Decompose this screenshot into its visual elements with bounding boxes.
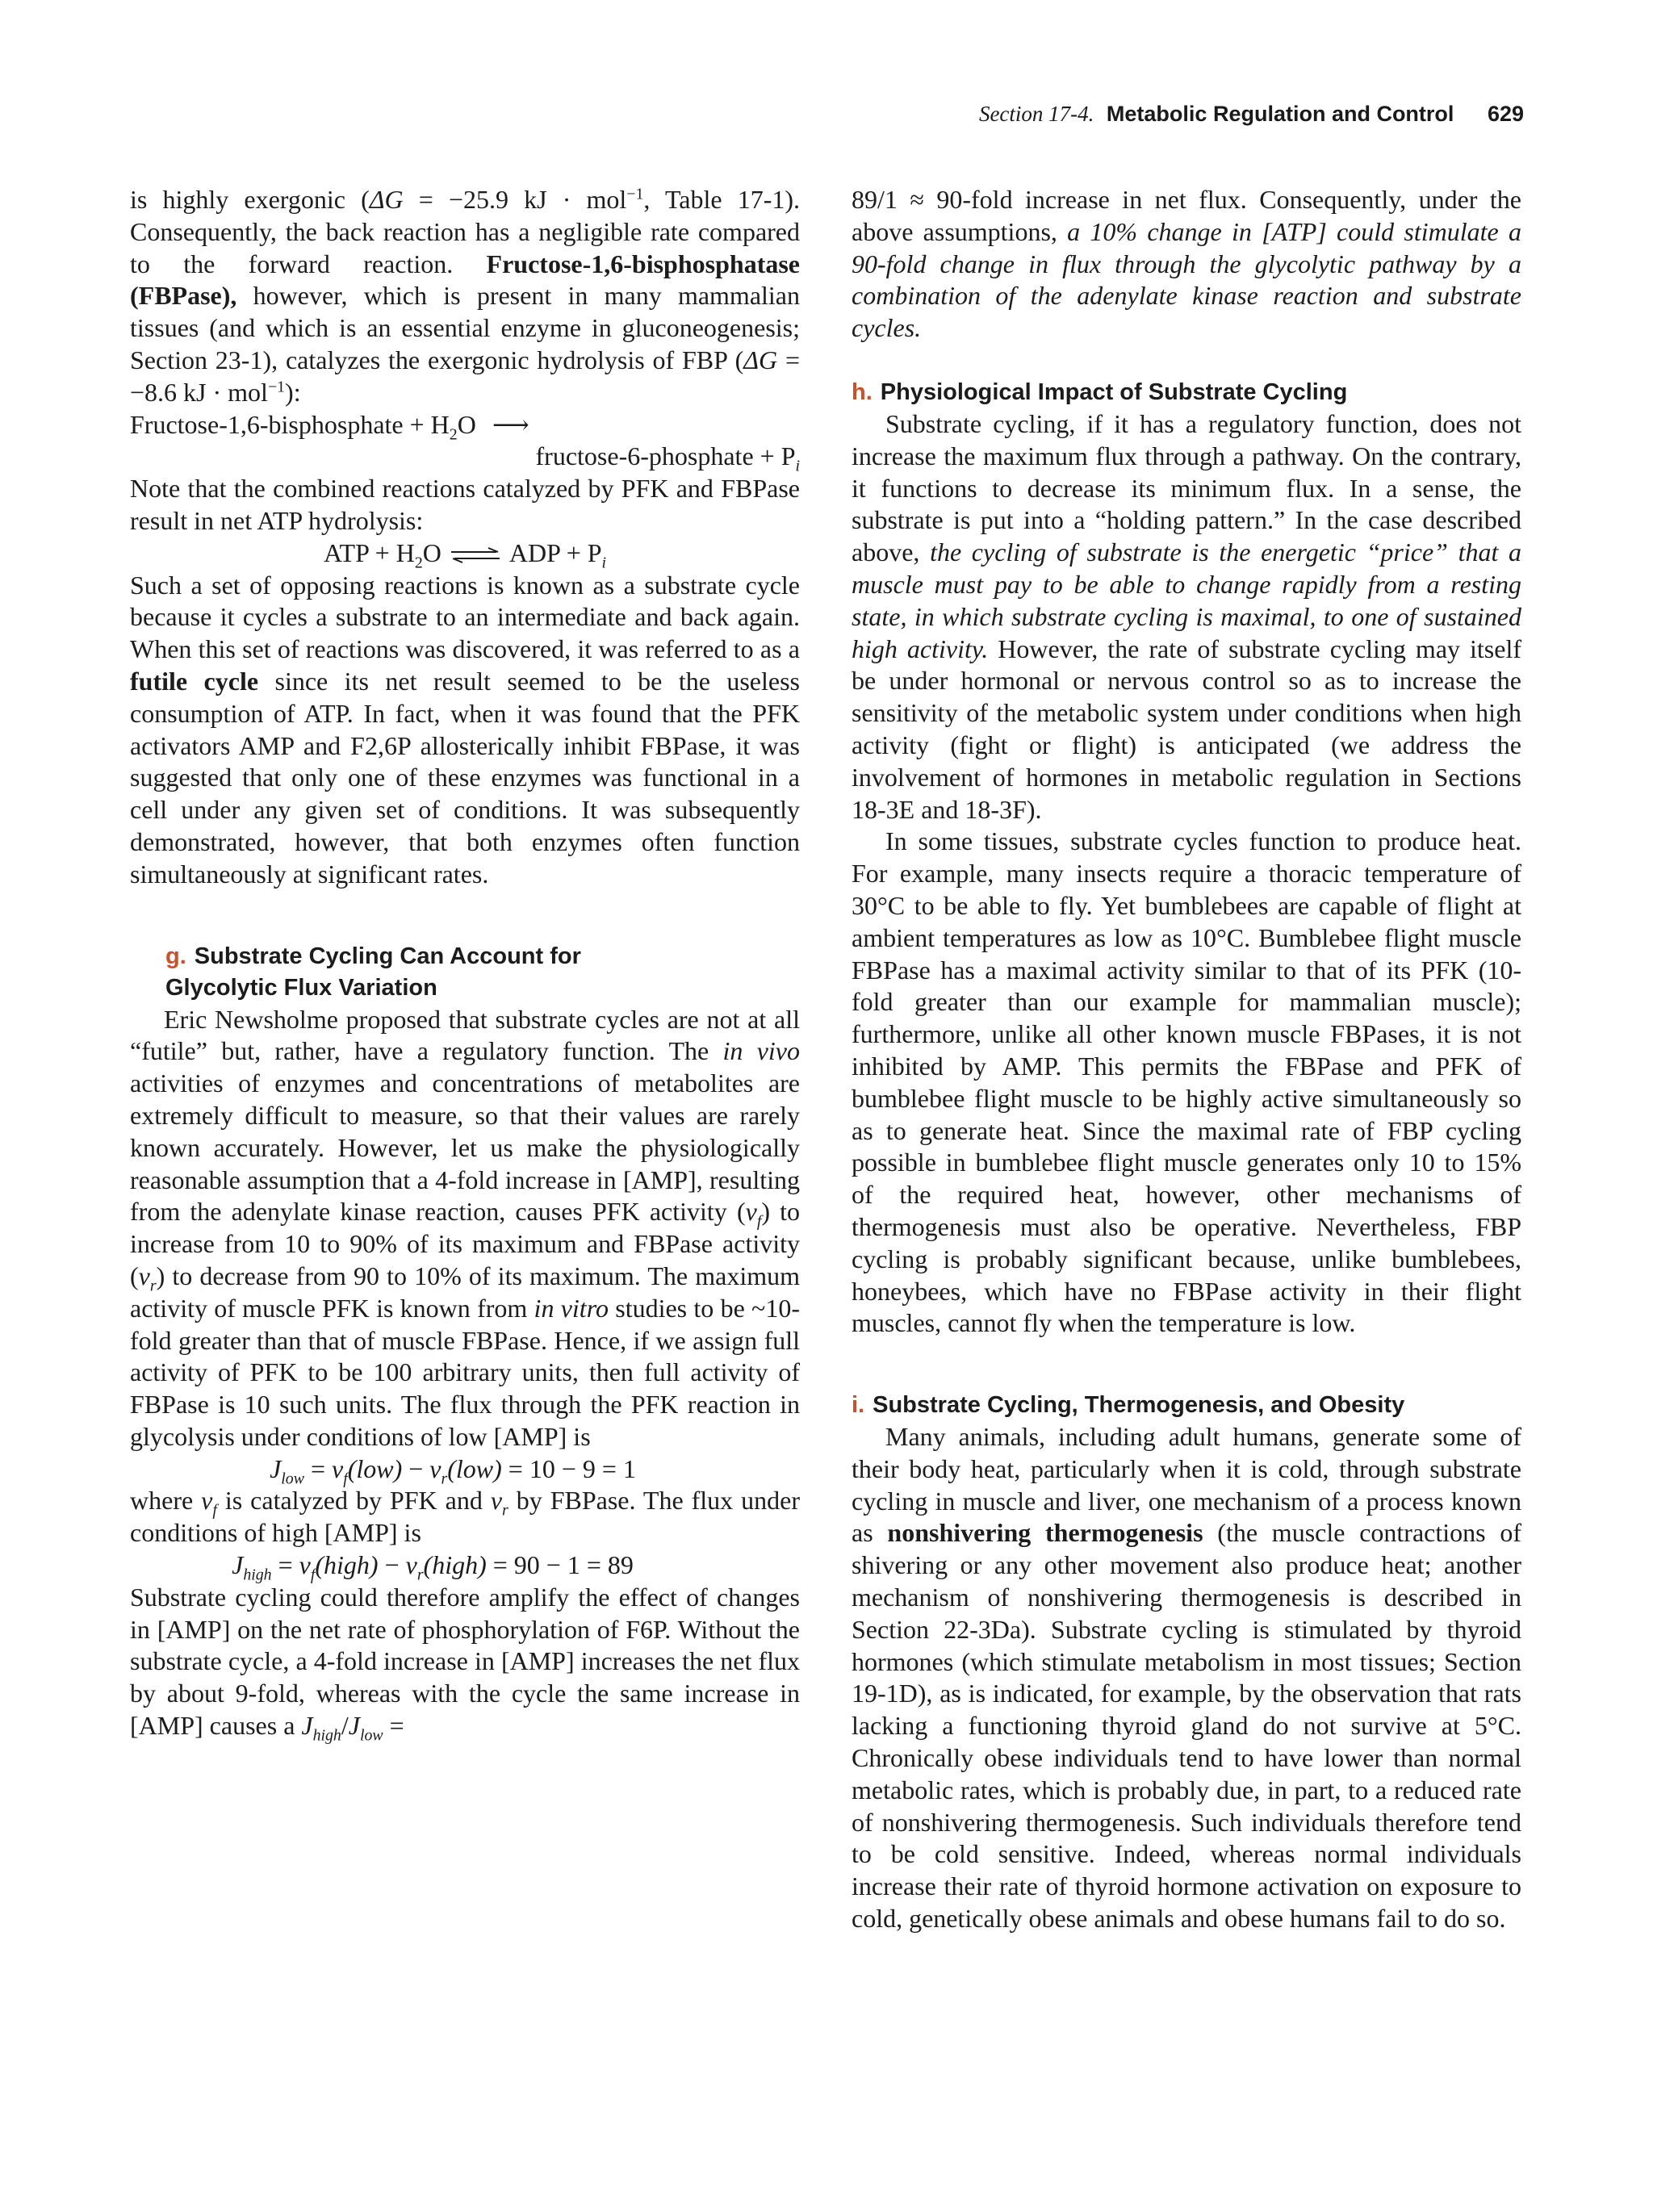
paragraph: In some tissues, substrate cycles function to produce heat. For example, many insects require a thoracic temperature of 30°C to be able to fly. Yet bumblebees are capable of flight at ambient temperatures as low as 10°C. Bumblebee flight muscle FBPase has a maximal activity similar to that of its PFK (10-fold greater than our example for mammalian muscle); furthermore, unlike all other known muscle FBPases, it is not inhibited by AMP. This permits the FBPase and PFK of bumblebee flight muscle to be highly active simultaneously so as to generate heat. Since the maximal rate of FBP cycling possible in bumblebee flight muscle generates only 10 to 15% of the required heat, however, other mechanisms of thermogenesis must also be operative. Nevertheless, FBP cycling is probably significant because, unlike bumblebees, honeybees, which have no FBPase activity in their flight muscles, cannot fly when the temperature is low. (852, 826, 1521, 1338)
section-heading-h: h. Physiological Impact of Substrate Cycling (852, 378, 1348, 405)
paragraph: Substrate cycling could therefore amplify the effect of changes in [AMP] on the net rate of phosphorylation of F6P. Without the substrate cycle, a 4-fold increase in [AMP] increases the net flux by about 9-fold, whereas with the cycle the same increase in [AMP] causes a $J_{high}/J_{low}$ = (130, 1582, 800, 1745)
paragraph: 89/1 ≈ 90-fold increase in net flux. Consequently, under the above assumptions, a 10% change in [ATP] could stimulate a 90-fold change in flux through the glycolytic pathway by a combination of the adenylate kinase reaction and substrate cycles. (852, 185, 1522, 343)
heading-letter: i. (852, 1392, 865, 1419)
running-head (979, 102, 1524, 127)
equation-j-high: $J_{high}$ = $v_f(high)$ − $v_r(high) = 90 - 1 = 89$ (232, 1550, 634, 1584)
page-number: 629 (1487, 102, 1524, 126)
equilibrium-arrow-icon (450, 547, 501, 563)
reaction-arrow-icon: ⟶ (492, 409, 529, 439)
paragraph: Eric Newsholme proposed that substrate cycles are not at all “futile” but, rather, have a regulatory function. The in vivo activities of enzymes and concentrations of metabolites are extremely difficult to measure, so that their values are rarely known accurately. However, let us make the physiologically reasonable assumption that a 4-fold increase in [AMP], resulting from the adenylate kinase reaction, causes PFK activity $(v_f)$ to increase from 10 to 90% of its maximum and FBPase activity $(v_r)$ to decrease from 90 to 10% of its maximum. The maximum activity of muscle PFK is known from in vitro studies to be ~10-fold greater than that of muscle FBPase. Hence, if we assign full activity of PFK to be 100 arbitrary units, then full activity of FBPase is 10 such units. The flux through the PFK reaction in glycolysis under conditions of low [AMP] is (130, 1004, 801, 1451)
equation-atp-hydrolysis: ATP + $H_2O$ ADP + $P_i$ (323, 537, 607, 572)
running-head-section: Section 17-4. (978, 102, 1094, 126)
paragraph: Substrate cycling, if it has a regulatory function, does not increase the maximum flux through a pathway. On the contrary, it functions to decrease its minimum flux. In a sense, the substrate is put into a “holding pattern.” In the case described above, the cycling of substrate is the energetic “price” that a muscle must pay to be able to change rapidly from a resting state, in which substrate cycling is maximal, to one of sustained high activity. However, the rate of substrate cycling may itself be under hormonal or nervous control so as to increase the sensitivity of the metabolic system under conditions when high activity (fight or flight) is anticipated (we address the involvement of hormones in metabolic regulation in Sections 18-3E and 18-3F). (852, 408, 1522, 824)
term-futile-cycle: futile cycle (130, 666, 259, 696)
paragraph: where $v_f$ is catalyzed by PFK and $v_r$ by FBPase. The flux under conditions of high [AMP] is (130, 1486, 801, 1548)
section-heading-g: g. Substrate Cycling Can Account for Glycolytic Flux Variation (165, 943, 581, 1001)
term-fbpase: Fructose-1,6-bisphosphatase (FBPase), (130, 249, 800, 311)
equation-fbp-hydrolysis: Fructose-1,6-bisphosphate + $H_2O$ ⟶ (130, 409, 800, 441)
term-nonshivering-thermogenesis: nonshivering thermogenesis (887, 1518, 1203, 1548)
equation-j-low: $J_{low} = v_f(low) - v_r(low) = 10 - 9 = 1$ (270, 1453, 636, 1488)
paragraph: is highly exergonic (ΔG = −25.9 kJ · mol$^{-1}$, Table 17-1). Consequently, the back reaction has a negligible rate compared to the forward reaction. Fructose-1,6-bisphosphatase (FBPase), however, which is present in many mammalian tissues (and which is an essential enzyme in gluconeogenesis; Section 23-1), catalyzes the exergonic hydrolysis of FBP (ΔG = −8.6 kJ · mol$^{-1}$): (130, 185, 801, 407)
paragraph: Note that the combined reactions catalyzed by PFK and FBPase result in net ATP hydrolysis: (130, 474, 800, 535)
paragraph: Many animals, including adult humans, generate some of their body heat, particularly when it is cold, through substrate cycling in muscle and liver, one mechanism of a process known as nonshivering thermogenesis (the muscle contractions of shivering or any other movement also produce heat; another mechanism of nonshivering thermogenesis is described in Section 22-3Da). Substrate cycling is stimulated by thyroid hormones (which stimulate metabolism in most tissues; Section 19-1D), as is indicated, for example, by the observation that rats lacking a functioning thyroid gland do not survive at 5°C. Chronically obese individuals tend to have lower than normal metabolic rates, which is probably due, in part, to a reduced rate of nonshivering thermogenesis. Such individuals therefore tend to be cold sensitive. Indeed, whereas normal individuals increase their rate of thyroid hormone activation on exposure to cold, genetically obese animals and obese humans fail to do so. (852, 1422, 1522, 1934)
heading-letter: h. (852, 378, 873, 405)
left-column (130, 184, 801, 1745)
equation-fbp-hydrolysis-products: fructose-6-phosphate + $P_i$ (535, 441, 800, 475)
running-head-title: Metabolic Regulation and Control (1106, 102, 1454, 126)
heading-letter: g. (165, 943, 186, 969)
section-heading-i: i. Substrate Cycling, Thermogenesis, and Obesity (852, 1392, 1405, 1419)
paragraph: Such a set of opposing reactions is known as a substrate cycle because it cycles a substrate to an intermediate and back again. When this set of reactions was discovered, it was referred to as a futile cycle since its net result seemed to be the useless consumption of ATP. In fact, when it was found that the PFK activators AMP and F2,6P allosterically inhibit FBPase, it was suggested that only one of these enzymes was functional in a cell under any given set of conditions. It was subsequently demonstrated, however, that both enzymes often function simultaneously at significant rates. (130, 570, 801, 889)
right-column (852, 184, 1521, 1935)
